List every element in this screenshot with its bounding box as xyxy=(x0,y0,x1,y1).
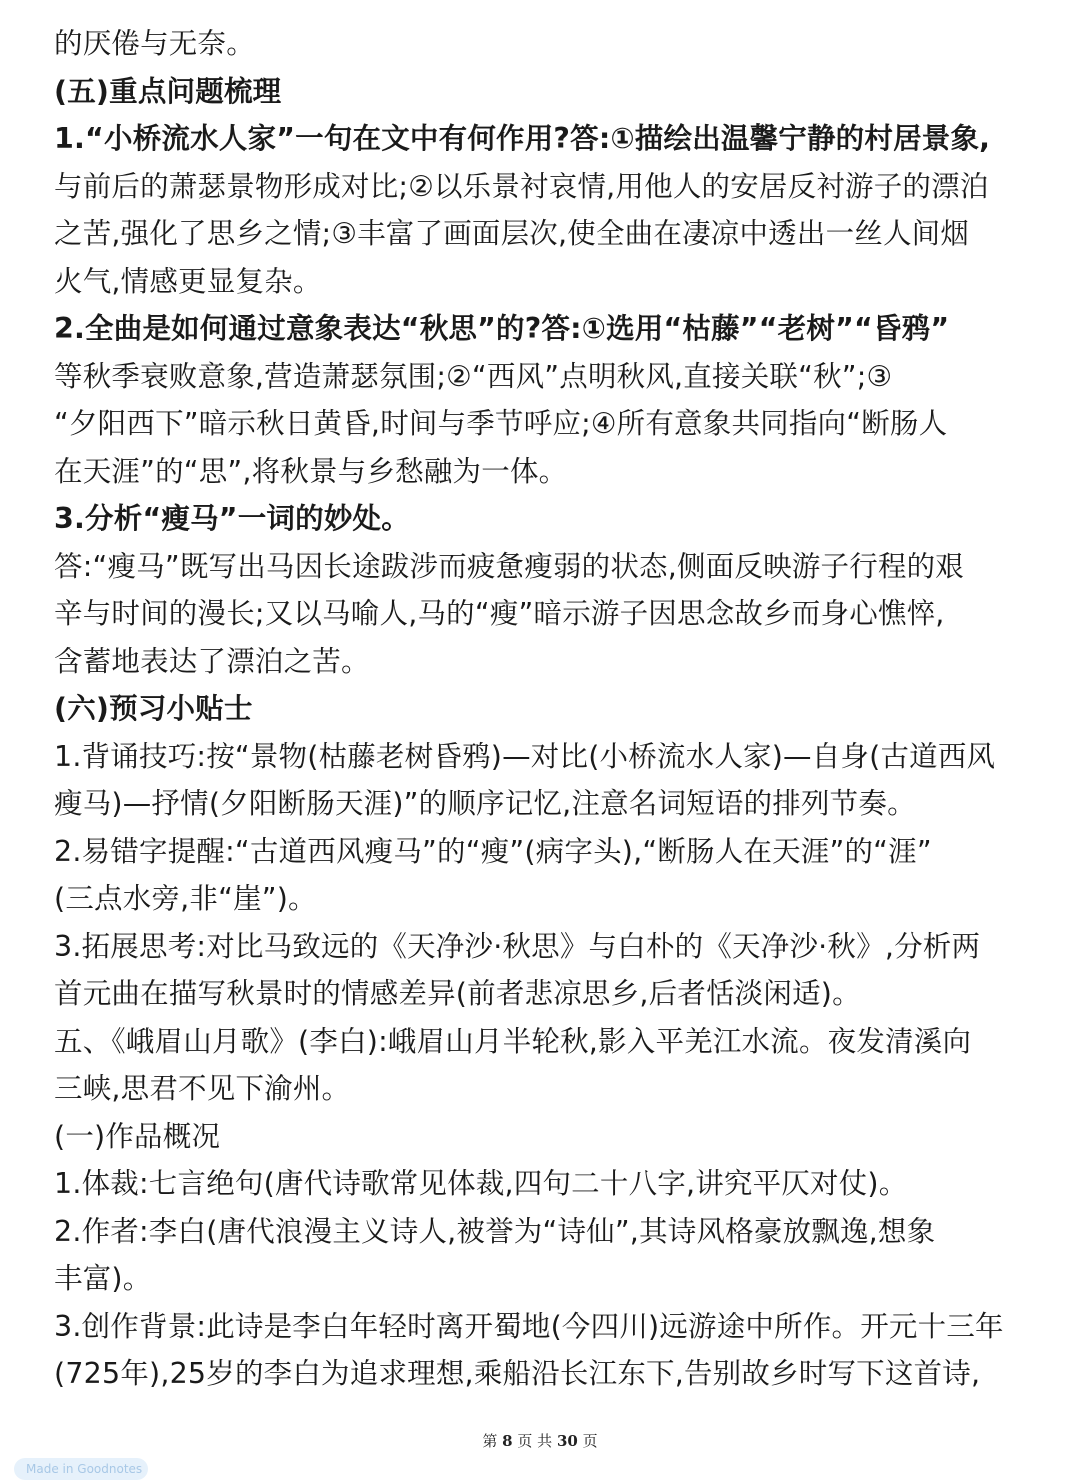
heading-line: 2.全曲是如何通过意象表达“秋思”的?答:①选用“枯藤”“老树”“昏鸦” xyxy=(54,312,950,345)
text-line: 含蓄地表达了漂泊之苦。 xyxy=(54,644,370,678)
text-line: (三点水旁,非“崖”)。 xyxy=(54,882,317,915)
text-line: 五、《峨眉山月歌》(李白):峨眉山月半轮秋,影入平羌江水流。夜发清溪向 xyxy=(54,1024,972,1058)
text-line: 2.作者:李白(唐代浪漫主义诗人,被誉为“诗仙”,其诗风格豪放飘逸,想象 xyxy=(54,1214,936,1248)
text-line: 1.体裁:七言绝句(唐代诗歌常见体裁,四句二十八字,讲究平仄对仗)。 xyxy=(54,1167,908,1200)
text-line: 瘦马)—抒情(夕阳断肠天涯)”的顺序记忆,注意名词短语的排列节奏。 xyxy=(54,787,916,820)
text-line: 首元曲在描写秋景时的情感差异(前者悲凉思乡,后者恬淡闲适)。 xyxy=(54,977,861,1010)
footer-page-number: 8 xyxy=(502,1432,513,1450)
heading-line: (五)重点问题梳理 xyxy=(54,74,282,108)
text-line: 火气,情感更显复杂。 xyxy=(54,264,322,298)
text-line: “夕阳西下”暗示秋日黄昏,时间与季节呼应;④所有意象共同指向“断肠人 xyxy=(54,407,948,440)
page-footer xyxy=(0,1430,1080,1451)
text-line: 与前后的萧瑟景物形成对比;②以乐景衬哀情,用他人的安居反衬游子的漂泊 xyxy=(54,169,989,203)
text-line: 的厌倦与无奈。 xyxy=(54,27,255,60)
text-line: (一)作品概况 xyxy=(54,1119,221,1153)
heading-line: 1.“小桥流水人家”一句在文中有何作用?答:①描绘出温馨宁静的村居景象, xyxy=(54,122,991,155)
footer-prefix: 第 xyxy=(482,1432,498,1450)
text-line: 3.拓展思考:对比马致远的《天净沙·秋思》与白朴的《天净沙·秋》,分析两 xyxy=(54,929,981,963)
goodnotes-watermark: Made in Goodnotes xyxy=(14,1458,148,1480)
text-line: 辛与时间的漫长;又以马喻人,马的“瘦”暗示游子因思念故乡而身心憔悴, xyxy=(54,597,945,630)
text-line: (725年),25岁的李白为追求理想,乘船沿长江东下,告别故乡时写下这首诗, xyxy=(54,1357,981,1390)
text-line: 之苦,强化了思乡之情;③丰富了画面层次,使全曲在凄凉中透出一丝人间烟 xyxy=(54,217,970,250)
text-line: 在天涯”的“思”,将秋景与乡愁融为一体。 xyxy=(54,454,568,488)
footer-total-pages: 30 xyxy=(556,1432,578,1450)
text-line: 丰富)。 xyxy=(54,1262,152,1295)
text-line: 2.易错字提醒:“古道西风瘦马”的“瘦”(病字头),“断肠人在天涯”的“涯” xyxy=(54,834,932,868)
heading-line: (六)预习小贴士 xyxy=(54,692,253,725)
heading-line: 3.分析“瘦马”一词的妙处。 xyxy=(54,502,410,535)
text-line: 3.创作背景:此诗是李白年轻时离开蜀地(今四川)远游途中所作。开元十三年 xyxy=(54,1309,1004,1343)
footer-mid: 页 共 xyxy=(517,1432,553,1450)
text-line: 1.背诵技巧:按“景物(枯藤老树昏鸦)—对比(小桥流水人家)—自身(古道西风 xyxy=(54,739,996,773)
footer-suffix: 页 xyxy=(582,1432,598,1450)
text-line: 三峡,思君不见下渝州。 xyxy=(54,1072,351,1105)
text-line: 答:“瘦马”既写出马因长途跋涉而疲惫瘦弱的状态,侧面反映游子行程的艰 xyxy=(54,549,964,583)
text-line: 等秋季衰败意象,营造萧瑟氛围;②“西风”点明秋风,直接关联“秋”;③ xyxy=(54,359,893,393)
document-body xyxy=(54,20,1034,1398)
